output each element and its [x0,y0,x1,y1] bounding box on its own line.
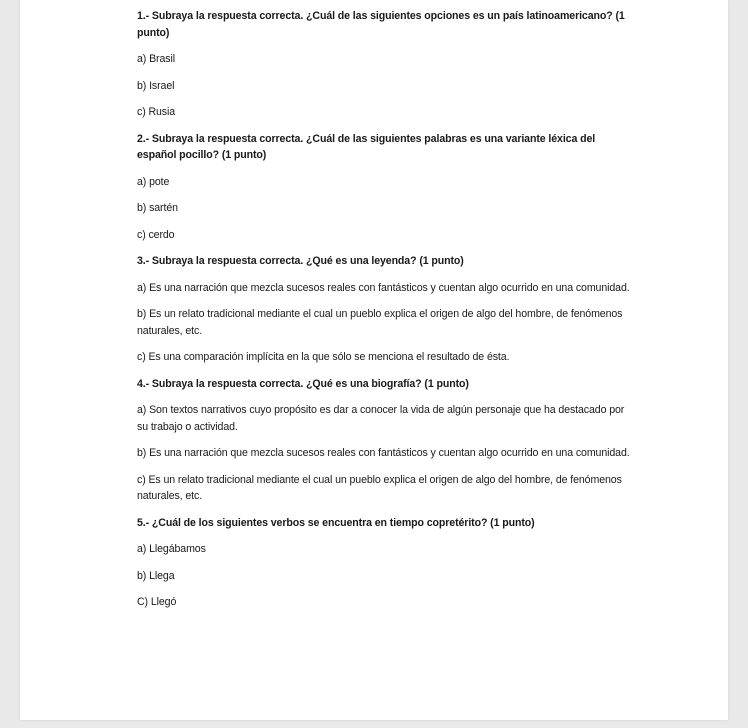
question-1-option-c: c) Rusia [137,106,176,118]
quiz-content [137,8,637,621]
question-2-option-c: c) cerdo [137,228,175,241]
question-4-prompt: 4.- Subraya la respuesta correcta. ¿Qué es una biografía? (1 punto) [137,377,469,390]
question-2-option-b: b) sartén [137,202,178,214]
document-page [20,0,728,720]
question-1-option-a: a) Brasil [137,53,175,65]
question-3-prompt: 3.- Subraya la respuesta correcta. ¿Qué es una leyenda? (1 punto) [137,255,464,267]
question-4-option-c: c) Es un relato tradicional mediante el cual un pueblo explica el origen de algo del hombre, de fenómenos naturales, etc. [137,473,622,502]
question-3-option-b: b) Es un relato tradicional mediante el cual un pueblo explica el origen de algo del hombre, de fenómenos naturales, etc. [137,308,623,337]
question-1-prompt: 1.- Subraya la respuesta correcta. ¿Cuál de las siguientes opciones es un país latinoamericano? (1 punto) [137,10,625,39]
question-1-option-b: b) Israel [137,79,175,92]
question-2-prompt: 2.- Subraya la respuesta correcta. ¿Cuál de las siguientes palabras es una variante léxica del español pocillo? (1 punto) [137,132,596,161]
question-2-option-a: a) pote [137,175,170,188]
question-4-option-a: a) Son textos narrativos cuyo propósito es dar a conocer la vida de algún personaje que ha destacado por su trabajo o actividad. [137,404,625,433]
question-5-option-a: a) Llegábamos [137,543,206,555]
question-3-option-c: c) Es una comparación implícita en la que sólo se menciona el resultado de ésta. [137,351,510,363]
question-5-option-c: C) Llegó [137,596,177,608]
question-3-option-a: a) Es una narración que mezcla sucesos reales con fantásticos y cuentan algo ocurrido en una comunidad. [137,281,630,294]
question-5-prompt: 5.- ¿Cuál de los siguientes verbos se encuentra en tiempo copretérito? (1 punto) [137,516,535,529]
question-5-option-b: b) Llega [137,569,175,582]
question-4-option-b: b) Es una narración que mezcla sucesos reales con fantásticos y cuentan algo ocurrido en una comunidad. [137,447,630,459]
